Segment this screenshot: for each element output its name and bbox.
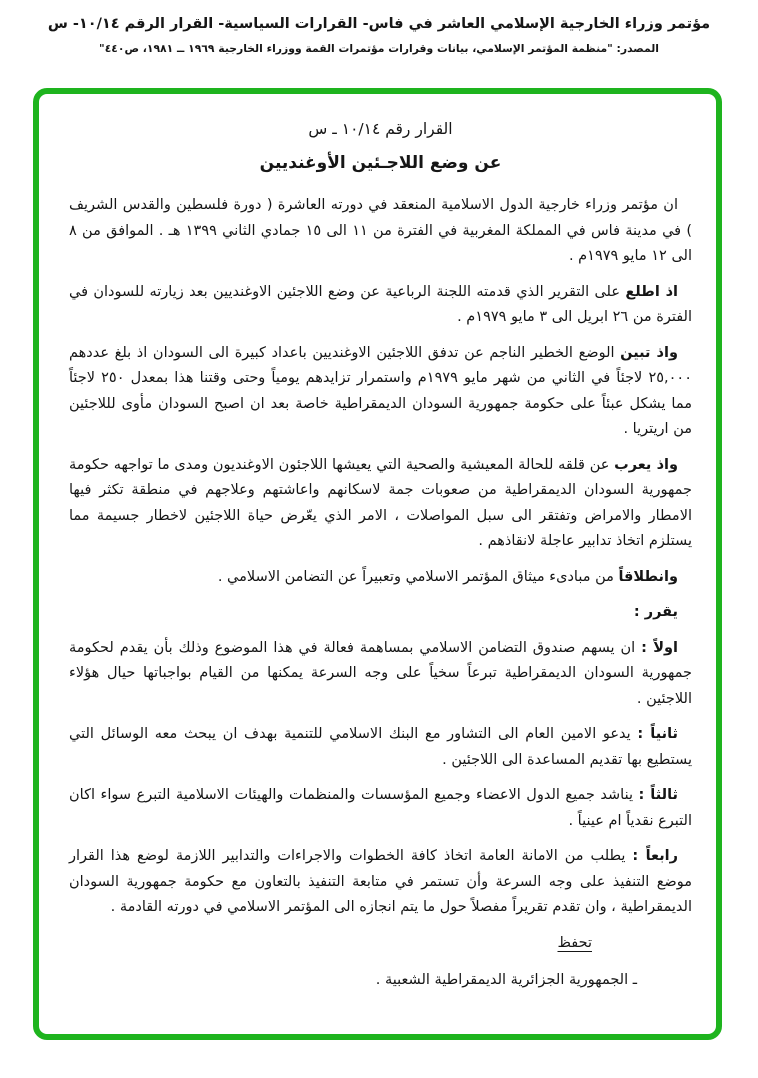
paragraph-lead: رابعاً :: [632, 848, 678, 864]
preamble-paragraph: [69, 453, 692, 555]
paragraph-text: يناشد جميع الدول الاعضاء وجميع المؤسسات والمنظمات والهيئات الاسلامية التبرع سواء اكان التبرع نقدياً ام عينياً .: [69, 787, 692, 829]
decree-heading: [69, 600, 692, 626]
reservation-heading: [69, 931, 592, 957]
paragraph-text: يطلب من الامانة العامة اتخاذ كافة الخطوات والاجراءات والتدابير اللازمة لوضع هذا القرار موضع التنفيذ على وجه السرعة وأن تستمر في متابعة التنفيذ بالتعاون مع حكومة جمهورية السودان الديمقراطية ، وان تقدم تقريراً مفصلاً حول ما يتم انجازه الى المؤتمر الاسلامي في دورته القادمة .: [69, 848, 692, 915]
resolution-number-title: القرار رقم ١٠/١٤ ـ س: [308, 120, 453, 138]
paragraph-lead: ثالثاً :: [638, 787, 678, 803]
paragraph-lead: يقرر :: [633, 604, 678, 620]
operative-paragraph-fourth: [69, 844, 692, 921]
paragraph-text: عن قلقه للحالة المعيشية والصحية التي يعيشها اللاجئون الاوغنديون ومدى ما تواجهه حكومة جمهورية السودان الديمقراطية من صعوبات جمة لاسكانهم واعاشتهم وعلاجهم في منطقة تكثر فيها الامطار والامراض وتفتقر الى سبل المواصلات ، الامر الذي يعّرض حياة اللاجئين لاخطار جسيمة مما يستلزم اتخاذ تدابير عاجلة لانقاذهم .: [69, 456, 692, 549]
resolution-green-frame: [33, 88, 722, 1040]
paragraph-text: الوضع الخطير الناجم عن تدفق اللاجئين الاوغنديين باعداد كبيرة الى السودان اذ بلغ عددهم ٢٥,٠٠٠ لاجئاً في الثاني من شهر مايو ١٩٧٩م واستمرار تزايدهم يومياً وحتى وقتنا هذا بمعدل ٢٥٠ لاجئاً مما يشكل عبئاً على حكومة جمهورية السودان الديمقراطية خاصة بعد ان اصبح السودان مأوى لللاجئين من اريتريا .: [69, 344, 692, 437]
source-header-citation: المصدر: "منظمة المؤتمر الإسلامي، بيانات وقرارات مؤتمرات القمة ووزراء الخارجية ١٩٦٩ ــ ١٩٨١، ص٤٤٠": [99, 42, 659, 55]
paragraph-lead: واذ يعرب: [614, 456, 678, 473]
paragraph-lead: واذ تبين: [620, 344, 678, 361]
preamble-paragraph: [69, 193, 692, 270]
reservation-item: ـ الجمهورية الجزائرية الديمقراطية الشعبية .: [375, 972, 637, 988]
paragraph-text: من مبادىء ميثاق المؤتمر الاسلامي وتعبيراً عن التضامن الاسلامي .: [217, 568, 619, 585]
paragraph-text: ان يسهم صندوق التضامن الاسلامي بمساهمة فعالة في هذا الموضوع وذلك بأن يقدم لحكومة جمهورية السودان الديمقراطية تبرعاً سخياً على وجه السرعة يمكنها من القيام بواجباتها حيال هؤلاء اللاجئين .: [69, 639, 692, 707]
operative-paragraph-first: [69, 636, 692, 713]
preamble-paragraph: [69, 341, 692, 443]
paragraph-lead: اولاً :: [641, 639, 678, 656]
paragraph-lead: ثانياً :: [637, 726, 679, 742]
paragraph-lead: وانطلاقاً: [618, 568, 678, 585]
paragraph-text: ان مؤتمر وزراء خارجية الدول الاسلامية المنعقد في دورته العاشرة ( دورة فلسطين والقدس الشريف ) في مدينة فاس في المملكة المغربية في الفترة من ١١ الى ١٥ جمادي الثاني ١٣٩٩ هـ . الموافق من ٨ الى ١٢ مايو ١٩٧٩م .: [69, 197, 692, 264]
paragraph-lead: اذ اطلع: [625, 283, 678, 300]
preamble-paragraph: [69, 565, 692, 591]
paragraph-text: على التقرير الذي قدمته اللجنة الرباعية عن وضع اللاجئين الاوغنديين بعد زيارته للسودان في الفترة من ٢٦ ابريل الى ٣ مايو ١٩٧٩م .: [69, 283, 692, 325]
source-header-title: مؤتمر وزراء الخارجية الإسلامي العاشر في فاس- القرارات السياسية- القرار الرقم ١٠/١٤- س: [47, 16, 711, 32]
source-header: [0, 16, 758, 55]
operative-paragraph-third: [69, 783, 692, 834]
reservation-heading-label: تحفظ: [557, 934, 592, 951]
operative-paragraph-second: [69, 722, 692, 773]
resolution-subject-title: عن وضع اللاجـئين الأوغنديين: [259, 153, 502, 173]
preamble-paragraph: [69, 280, 692, 331]
paragraph-text: يدعو الامين العام الى التشاور مع البنك الاسلامي للتنمية بهدف ان يبحث معه الوسائل التي يستطيع بها تقديم المساعدة الى اللاجئين .: [69, 726, 692, 768]
